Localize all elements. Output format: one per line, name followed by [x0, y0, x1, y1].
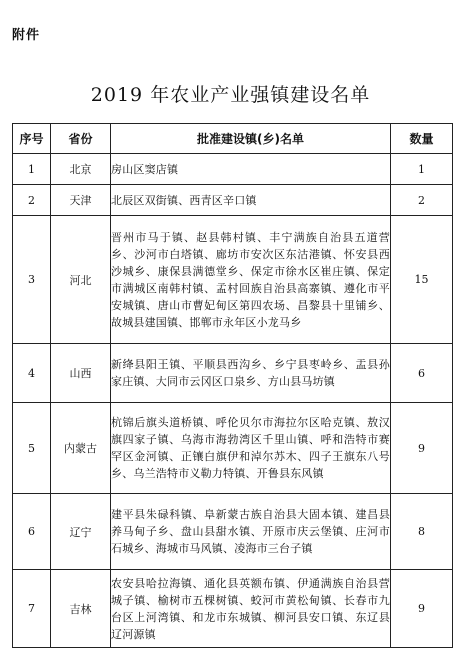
row-province: 天津 [51, 185, 111, 216]
header-count: 数量 [391, 124, 453, 154]
row-towns: 农安县哈拉海镇、通化县英额布镇、伊通满族自治县营城子镇、榆树市五棵树镇、蛟河市黄松甸镇、长春市九台区上河湾镇、和龙市东城镇、柳河县安口镇、东辽县辽河源镇 [111, 570, 391, 648]
row-towns: 杭锦后旗头道桥镇、呼伦贝尔市海拉尔区哈克镇、敖汉旗四家子镇、乌海市海勃湾区千里山镇、呼和浩特市赛罕区金河镇、正镶白旗伊和淖尔苏木、四子王旗东八号乡、乌兰浩特市义勒力特镇、开鲁县东风镇 [111, 403, 391, 494]
row-province: 北京 [51, 154, 111, 185]
attachment-label: 附件 [12, 28, 41, 43]
table-row [13, 185, 453, 216]
table-row [13, 154, 453, 185]
row-no: 2 [13, 185, 51, 216]
header-towns: 批准建设镇(乡)名单 [111, 124, 391, 154]
row-towns: 新绛县阳王镇、平顺县西沟乡、乡宁县枣岭乡、盂县孙家庄镇、大同市云冈区口泉乡、方山县马坊镇 [111, 344, 391, 403]
town-list-table [12, 123, 453, 648]
table-row [13, 494, 453, 570]
table-row [13, 344, 453, 403]
row-count: 9 [391, 403, 453, 494]
row-no: 4 [13, 344, 51, 403]
row-province: 河北 [51, 216, 111, 344]
header-province: 省份 [51, 124, 111, 154]
table-header-row [13, 124, 453, 154]
row-count: 9 [391, 570, 453, 648]
header-no: 序号 [13, 124, 51, 154]
row-count: 15 [391, 216, 453, 344]
row-no: 1 [13, 154, 51, 185]
row-no: 6 [13, 494, 51, 570]
row-no: 7 [13, 570, 51, 648]
row-province: 山西 [51, 344, 111, 403]
row-towns: 晋州市马于镇、赵县韩村镇、丰宁满族自治县五道营乡、沙河市白塔镇、廊坊市安次区东沽港镇、怀安县西沙城乡、康保县满德堂乡、保定市徐水区崔庄镇、保定市满城区南韩村镇、孟村回族自治县高寨镇、遵化市平安城镇、唐山市曹妃甸区第四农场、昌黎县十里铺乡、故城县建国镇、邯郸市永年区小龙马乡 [111, 216, 391, 344]
table-row [13, 216, 453, 344]
table-row [13, 403, 453, 494]
row-towns: 建平县朱碌科镇、阜新蒙古族自治县大固本镇、建昌县养马甸子乡、盘山县甜水镇、开原市庆云堡镇、庄河市石城乡、海城市马风镇、凌海市三台子镇 [111, 494, 391, 570]
document-title: 2019 年农业产业强镇建设名单 [90, 84, 371, 106]
row-province: 吉林 [51, 570, 111, 648]
row-no: 3 [13, 216, 51, 344]
row-no: 5 [13, 403, 51, 494]
row-province: 内蒙古 [51, 403, 111, 494]
row-count: 8 [391, 494, 453, 570]
table-row [13, 570, 453, 648]
row-count: 1 [391, 154, 453, 185]
row-count: 6 [391, 344, 453, 403]
row-count: 2 [391, 185, 453, 216]
row-towns: 北辰区双街镇、西青区辛口镇 [111, 185, 391, 216]
row-province: 辽宁 [51, 494, 111, 570]
row-towns: 房山区窦店镇 [111, 154, 391, 185]
